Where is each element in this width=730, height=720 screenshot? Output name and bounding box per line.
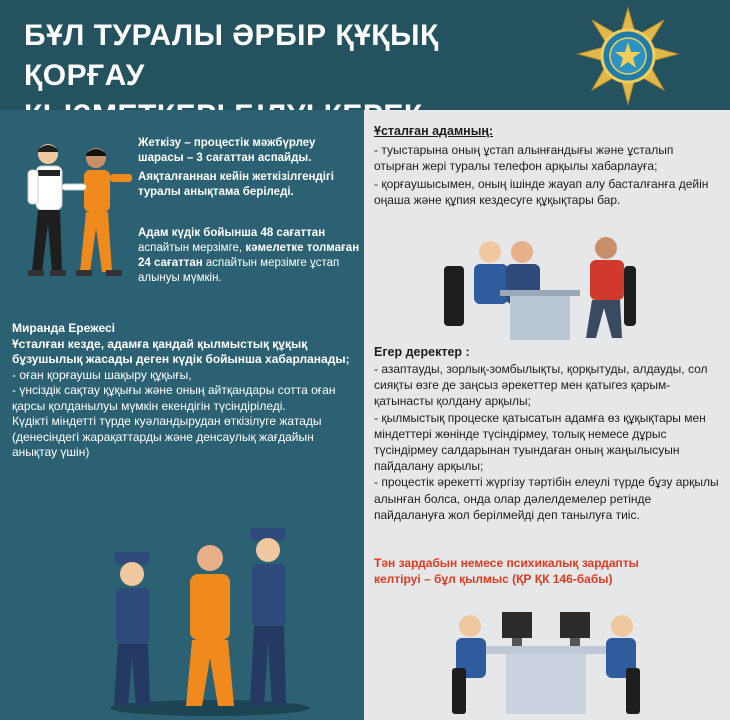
detained-title: Ұсталған адамның: [374, 124, 494, 138]
interrogation-illustration [440, 236, 640, 342]
evidence-title: Егер деректер : [374, 345, 470, 359]
evidence-item-2: - қылмыстық процеске қатысатын адамға өз құқықтары мен міндеттері жөнінде түсіндірмеу, толық немесе дұрыс түсіндірмеу салдарынан туындаған оның жаңылысуын пайдалану арқылы; [374, 410, 706, 474]
term-part-4: аспайтын мерзімге ұстап алынуы мүмкін. [138, 257, 340, 284]
police-emblem-icon [576, 6, 680, 106]
term-part-1: Адам күдік бойынша 48 сағаттан [138, 227, 326, 239]
detained-item-2: - қорғаушысымен, оның ішінде жауап алу басталғанға дейін оңаша және құпия кездесуге құқықтары бар. [374, 177, 709, 207]
miranda-intro: Ұсталған кезде, адамға қандай қылмыстық құқық бұзушылық жасады деген күдік бойынша хабарланады; [12, 336, 350, 366]
miranda-item-2: - үнсіздік сақтау құқығы және оның айтқандары сотта оған қарсы қолданылуы мүмкін екендігін түсіндіріледі. [12, 383, 336, 413]
detained-item-1: - туыстарына оның ұстап алынғандығы және ұсталып отырған жері туралы телефон арқылы хабарлауға; [374, 143, 674, 173]
detained-rights-list [374, 142, 720, 210]
warning-line-1: Тән зардабын немесе психикалық зардапты [374, 556, 639, 570]
call-center-illustration [446, 598, 646, 718]
warning-text [374, 555, 674, 587]
warning-line-2: келтіруі – бұл қылмыс (ҚР ҚК 146-бабы) [374, 572, 613, 586]
title-line-1: БҰЛ ТУРАЛЫ ӘРБІР ҚҰҚЫҚ ҚОРҒАУ [24, 19, 439, 92]
escort-line-2: Аяқталғаннан кейін жеткізілгендігі туралы анықтама беріледі. [138, 171, 334, 198]
miranda-item-3: Күдікті міндетті түрде куәландырудан өткізілуге жатады (денесіндегі жарақаттарды және денсаулық жағдайын анықтау үшін) [12, 414, 322, 459]
miranda-title: Миранда Ережесі [12, 321, 115, 335]
detention-term-text [138, 226, 360, 286]
term-part-2: аспайтын мерзімге, [138, 242, 246, 254]
police-escort-illustration [100, 518, 320, 718]
evidence-item-1: - азаптауды, зорлық-зомбылықты, қорқытуды, алдауды, сол сияқты өзге де заңсыз әрекеттер мен қатыгез қарым-қатынасты қолдану арқылы; [374, 362, 708, 409]
escort-illustration [14, 140, 138, 280]
escort-line-1: Жеткізу – процестік мәжбүрлеу шарасы – 3 сағаттан аспайды. [138, 137, 316, 164]
miranda-item-1: - оған қорғаушы шақыру құқығы, [12, 367, 192, 382]
term-part-3: кәмелетке толмаған 24 сағаттан [138, 242, 360, 269]
header-banner [0, 0, 730, 110]
evidence-list [374, 361, 722, 523]
evidence-item-3: - процестік әрекетті жүргізу тәртібін елеулі түрде бұзу арқылы алынған болса, онда олар дәлелдемелер ретінде пайдалануға жол берілмейді деп танылуға тиіс. [374, 475, 719, 522]
miranda-section [12, 321, 356, 461]
escort-text-block [138, 136, 360, 204]
